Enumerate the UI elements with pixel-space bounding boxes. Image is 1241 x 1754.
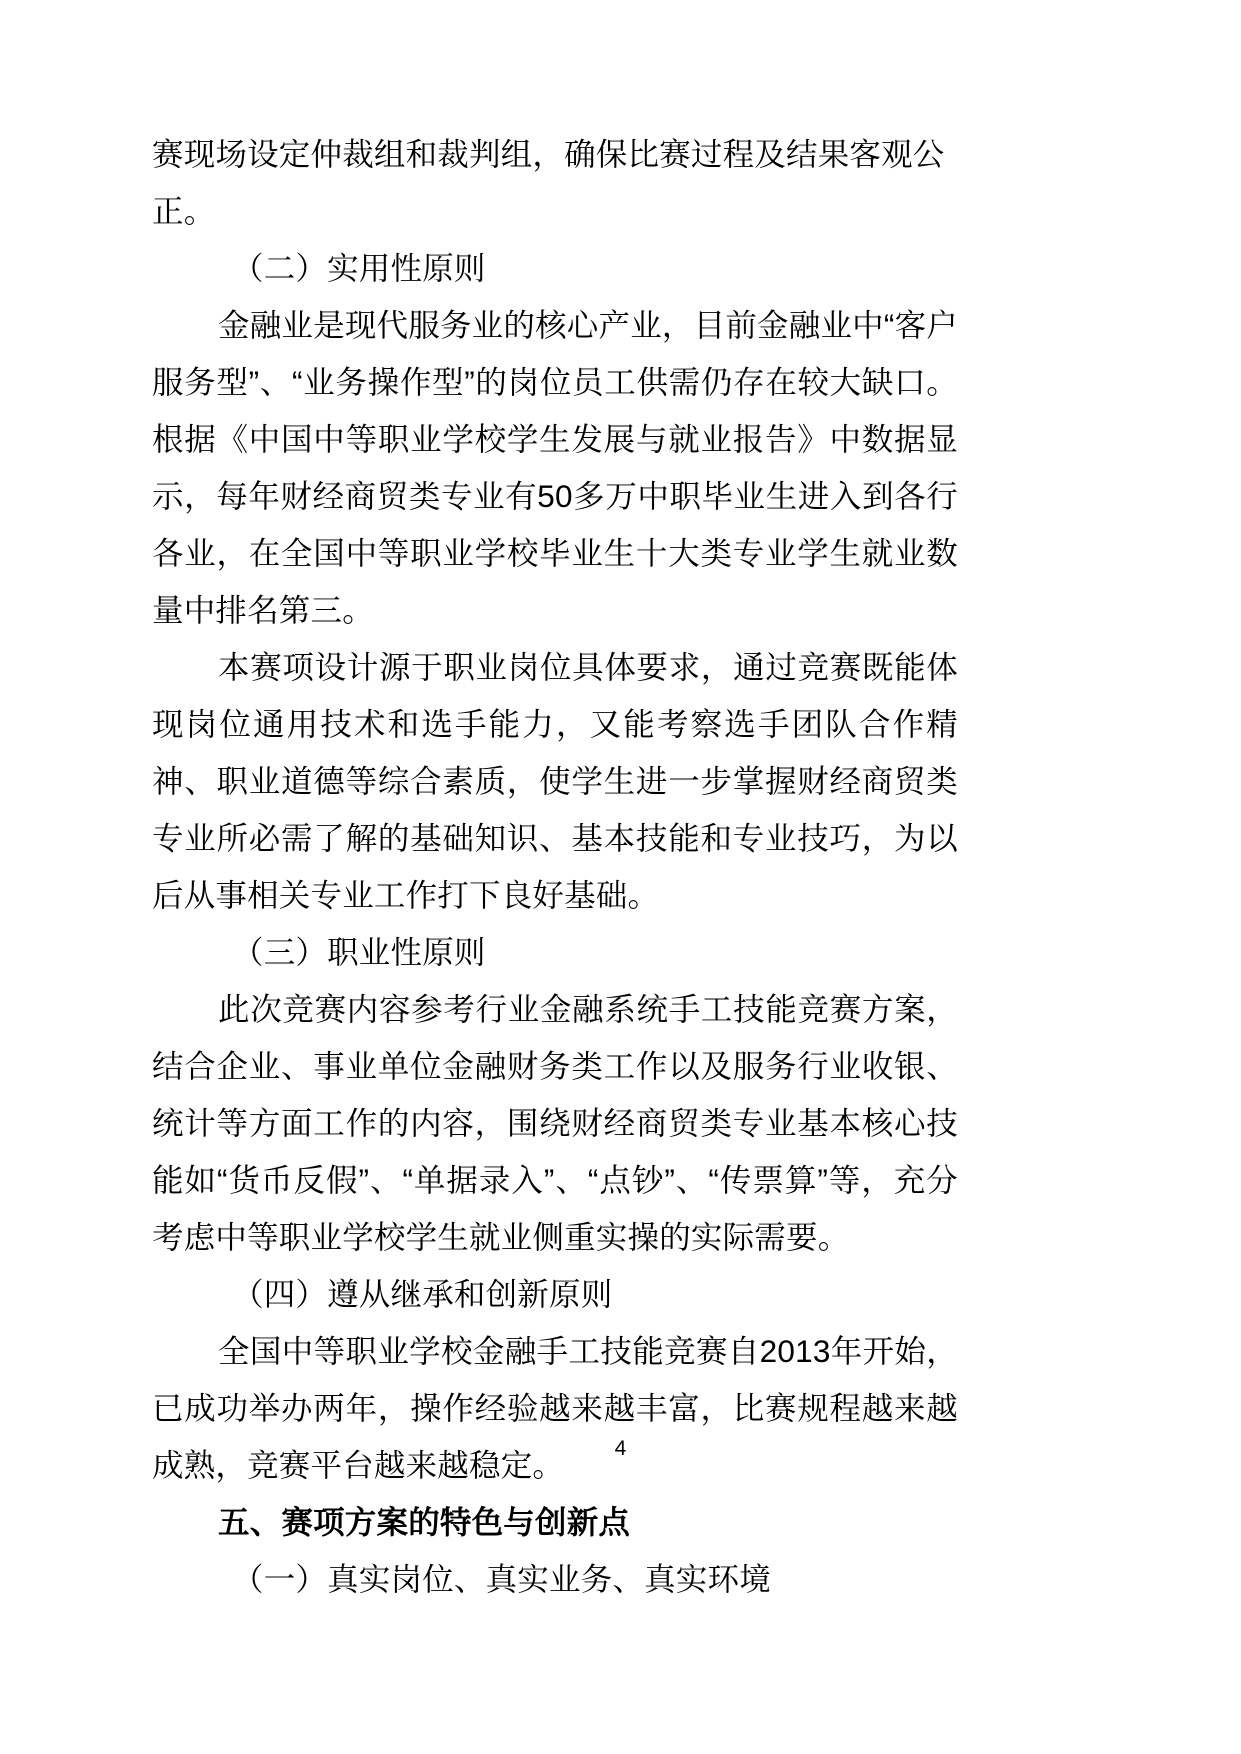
heading-practicality-principle: （二）实用性原则: [232, 250, 486, 286]
heading-vocational-principle: （三）职业性原则: [232, 934, 486, 970]
paragraph-competition-content: 此次竞赛内容参考行业金融系统手工技能竞赛方案，结合企业、事业单位金融财务类工作以及服务行业收银、统计等方面工作的内容，围绕财经商贸类专业基本核心技能如“货币反假”、“单据录入”、“点钞”、“传票算”等，充分考虑中等职业学校学生就业侧重实操的实际需要。: [152, 991, 958, 1255]
paragraph-finance-industry: 金融业是现代服务业的核心产业，目前金融业中“客户服务型”、“业务操作型”的岗位员工供需仍存在较大缺口。根据《中国中等职业学校学生发展与就业报告》中数据显示，每年财经商贸类专业有50多万中职毕业生进入到各行各业，在全国中等职业学校毕业生十大类专业学生就业数量中排名第三。: [152, 307, 958, 628]
paragraph-since-2013: 全国中等职业学校金融手工技能竞赛自2013年开始，已成功举办两年，操作经验越来越丰富，比赛规程越来越成熟，竞赛平台越来越稳定。: [152, 1333, 958, 1483]
page-number: 4: [614, 1437, 627, 1460]
heading-real-position-business-environment: （一）真实岗位、真实业务、真实环境: [232, 1561, 771, 1597]
paragraph-design-origin: 本赛项设计源于职业岗位具体要求，通过竞赛既能体现岗位通用技术和选手能力，又能考察选手团队合作精神、职业道德等综合素质，使学生进一步掌握财经商贸类专业所必需了解的基础知识、基本技能和专业技巧，为以后从事相关专业工作打下良好基础。: [152, 649, 958, 913]
paragraph-arbitration-continued: 赛现场设定仲裁组和裁判组，确保比赛过程及结果客观公正。: [152, 136, 945, 229]
page-body: [152, 126, 958, 1608]
heading-section-five-features: 五、赛项方案的特色与创新点: [218, 1504, 631, 1540]
heading-inheritance-innovation-principle: （四）遵从继承和创新原则: [232, 1276, 613, 1312]
